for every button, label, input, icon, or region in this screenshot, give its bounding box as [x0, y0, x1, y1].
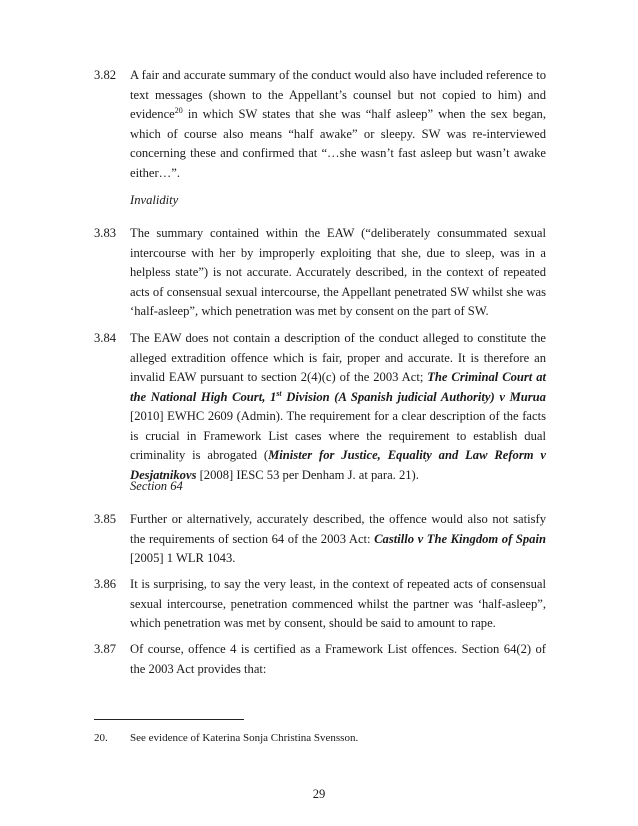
- paragraph-3-82: [94, 66, 546, 183]
- paragraph-body: Of course, offence 4 is certified as a Framework List offences. Section 64(2) of the 2003 Act provides that:: [130, 642, 546, 676]
- footnote-20: [94, 731, 554, 745]
- text-run: [2010] EWHC 2609 (Admin). The requirement for a clear description of the facts is crucial in Framework List cases where the requirement to establish dual criminality is abrogated (: [130, 409, 546, 462]
- paragraph-number: 3.82: [94, 68, 117, 82]
- paragraph-body: [130, 329, 546, 485]
- case-citation: The Criminal Court at the National High Court, 1st Division (A Spanish judicial Authority) v Murua: [130, 370, 547, 404]
- case-citation: Minister for Justice, Equality and Law Reform v Desjatnikovs: [130, 448, 546, 482]
- footnote-divider: [94, 719, 244, 720]
- paragraph-number: 3.84: [94, 331, 117, 345]
- text-run: The EAW does not contain a description of the conduct alleged to constitute the alleged extradition offence which is fair, proper and accurate. It is therefore an invalid EAW pursuant to section 2(4)(c) of the 2003 Act;: [130, 331, 546, 384]
- paragraph-number: 3.86: [94, 577, 117, 591]
- text-run: [2005] 1 WLR 1043.: [130, 551, 236, 565]
- text-run: Further or alternatively, accurately described, the offence would also not satisfy the requirements of section 64 of the 2003 Act:: [130, 512, 546, 546]
- paragraph-3-87: [94, 640, 546, 679]
- paragraph-number: 3.87: [94, 642, 117, 656]
- paragraph-3-85: [94, 510, 546, 569]
- paragraph-body: [130, 510, 546, 569]
- footnote-number: 20.: [94, 732, 108, 744]
- case-citation: Castillo v The Kingdom of Spain: [374, 531, 546, 546]
- paragraph-3-84: [94, 329, 546, 485]
- footnote-reference: 20: [174, 105, 183, 115]
- heading-section-64: Section 64: [130, 479, 183, 493]
- heading-invalidity: Invalidity: [130, 193, 179, 207]
- paragraph-body: It is surprising, to say the very least, in the context of repeated acts of consensual sexual intercourse, penetration commenced whilst the partner was ‘half-asleep”, which penetration was met by consent, should be said to amount to rape.: [130, 577, 546, 630]
- text-run: in which SW states that she was “half asleep” when the sex began, which of course also means “half awake” or sleepy. SW was re-interviewed concerning these and confirmed that “…she wasn’t fast asleep but wasn’t awake either…”.: [130, 107, 546, 180]
- paragraph-number: 3.83: [94, 226, 117, 240]
- page-number: 29: [312, 787, 326, 801]
- paragraph-body: The summary contained within the EAW (“deliberately consummated sexual intercourse with her by improperly exploiting that she, due to sleep, was in a helpless state”) is not accurate. Accurately described, in the context of repeated acts of consensual sexual intercourse, the Appellant penetrated SW whilst she was ‘half-asleep”, which penetration was met by consent on the part of SW.: [130, 226, 546, 318]
- paragraph-number: 3.85: [94, 512, 117, 526]
- text-run: [2008] IESC 53 per Denham J. at para. 21).: [196, 467, 419, 482]
- paragraph-3-86: [94, 575, 546, 634]
- footnote-text: See evidence of Katerina Sonja Christina Svensson.: [130, 732, 359, 744]
- paragraph-body: [130, 66, 546, 183]
- paragraph-3-83: [94, 224, 546, 322]
- text-run: A fair and accurate summary of the conduct would also have included reference to text messages (shown to the Appellant’s counsel but not copied to him) and evidence: [130, 68, 546, 121]
